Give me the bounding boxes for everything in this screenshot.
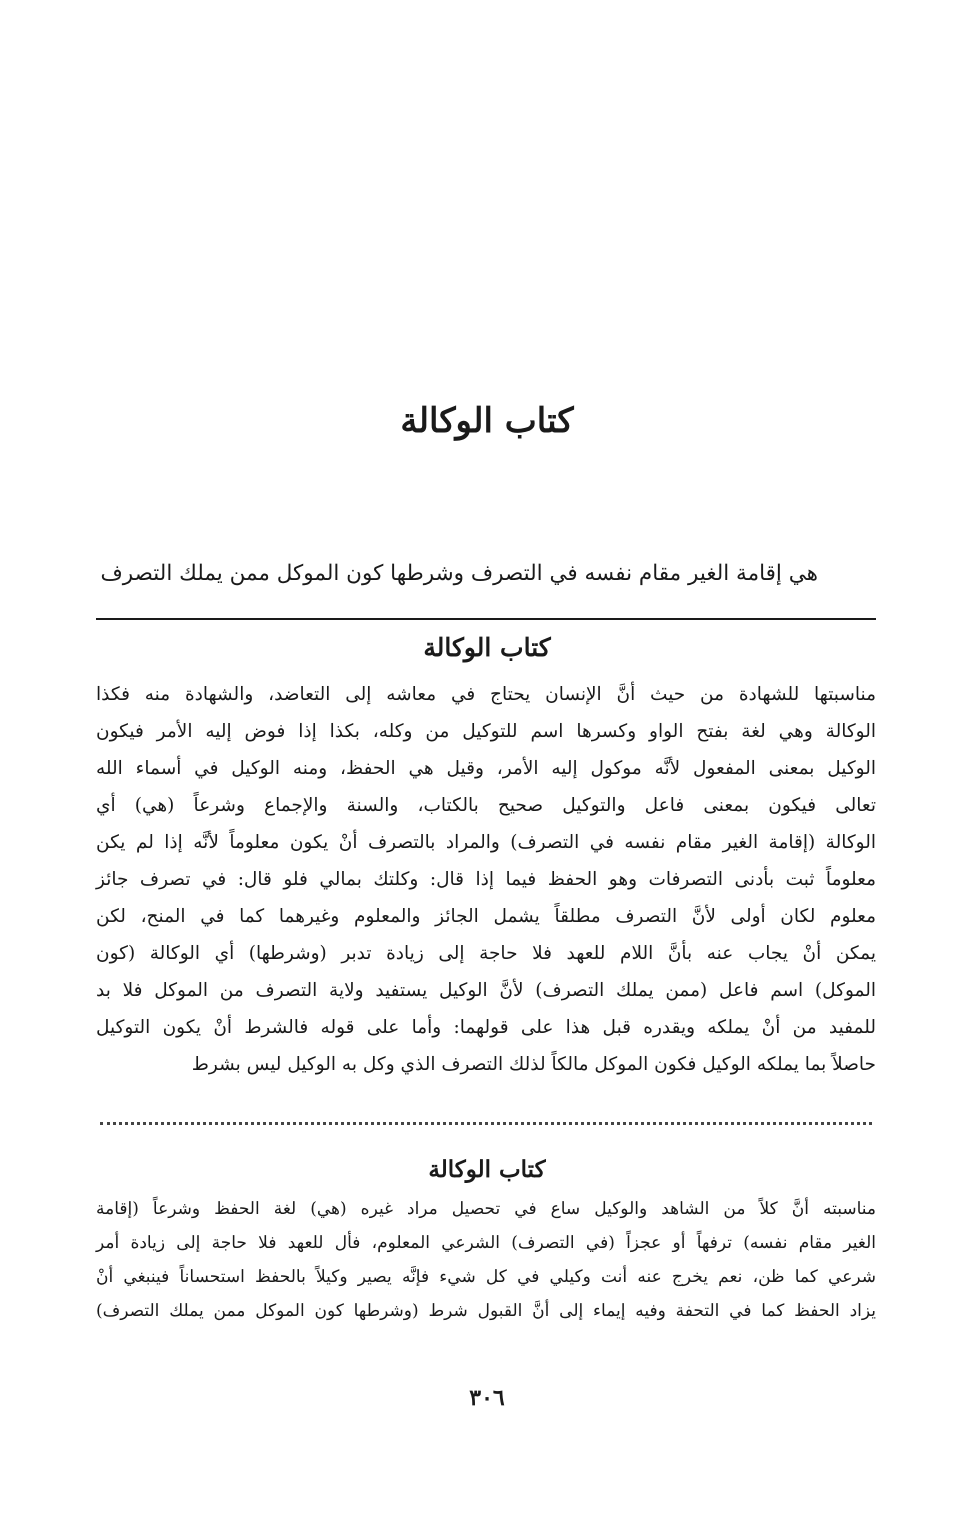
commentary2-line: يزاد الحفظ كما في التحفة وفيه إيماء إلى أنَّ القبول شرط (وشرطها كون الموكل ممن يملك التصرف) xyxy=(96,1301,876,1321)
commentary1-line: يمكن أنْ يجاب عنه بأنَّ اللام للعهد فلا حاجة إلى زيادة تدبر (وشرطها) أي الوكالة (كون xyxy=(96,943,876,964)
commentary1-title: كتاب الوكالة xyxy=(423,633,551,662)
chapter-title: كتاب الوكالة xyxy=(400,401,574,441)
commentary2-title: كتاب الوكالة xyxy=(428,1156,546,1183)
section-divider-line xyxy=(96,618,876,620)
commentary1-line: تعالى فيكون بمعنى فاعل والتوكيل صحيح بالكتاب، والسنة والإجماع وشرعاً (هي) أي xyxy=(96,795,876,816)
commentary1-line: للمفيد من أنْ يملكه ويقدره قبل هذا على قولهما: وأما على قوله فالشرط أنْ يكون التوكيل xyxy=(96,1017,876,1038)
dotted-separator xyxy=(100,1122,872,1125)
commentary1-line: حاصلاً بما يملكه الوكيل فكون الموكل مالكاً لذلك التصرف الذي وكل به الوكيل ليس بشرط xyxy=(191,1054,876,1075)
commentary2-body xyxy=(96,1192,876,1328)
commentary1-line: الوكالة وهي لغة بفتح الواو وكسرها اسم للتوكيل من وكله، بكذا إذا فوض إليه الأمر فيكون xyxy=(96,721,876,742)
commentary1-body xyxy=(96,676,876,1083)
commentary2-line: شرعي كما ظن، نعم يخرج عنه أنت وكيلي في كل شيء فإنَّه يصير وكيلاً بالحفظ استحساناً فينبغي أنْ xyxy=(96,1267,876,1287)
commentary1-line: معلوماً ثبت بأدنى التصرفات وهو الحفظ فيما إذا قال: وكلتك بمالي فلو قال: في تصرف جائز xyxy=(96,869,876,890)
matn-text: هي إقامة الغير مقام نفسه في التصرف وشرطها كون الموكل ممن يملك التصرف xyxy=(100,561,818,586)
commentary1-line: مناسبتها للشهادة من حيث أنَّ الإنسان يحتاج في معاشه إلى التعاضد، والشهادة منه فكذا xyxy=(96,684,876,705)
page-number: ٣٠٦ xyxy=(469,1385,505,1411)
commentary1-line: الموكل) اسم فاعل (ممن يملك التصرف) لأنَّ الوكيل يستفيد ولاية التصرف من الموكل فلا بد xyxy=(96,980,876,1001)
commentary1-line: الوكالة (إقامة الغير مقام نفسه في التصرف) والمراد بالتصرف أنْ يكون معلوماً لأنَّه إذا لم يكن xyxy=(96,832,876,853)
commentary2-line: الغير مقام نفسه) ترفهاً أو عجزاً (في التصرف) الشرعي المعلوم، فأل للعهد فلا حاجة إلى زيادة أمر xyxy=(96,1233,876,1253)
commentary2-line: مناسبته أنَّ كلاً من الشاهد والوكيل ساع في تحصيل مراد غيره (هي) لغة الحفظ وشرعاً (إقامة xyxy=(96,1199,876,1219)
commentary1-line: الوكيل بمعنى المفعول لأنَّه موكول إليه الأمر، وقيل هي الحفظ، ومنه الوكيل في أسماء الله xyxy=(96,758,876,779)
commentary1-line: معلوم لكان أولى لأنَّ التصرف مطلقاً يشمل الجائز والمعلوم وغيرهما كما في المنح، لكن xyxy=(96,906,876,927)
